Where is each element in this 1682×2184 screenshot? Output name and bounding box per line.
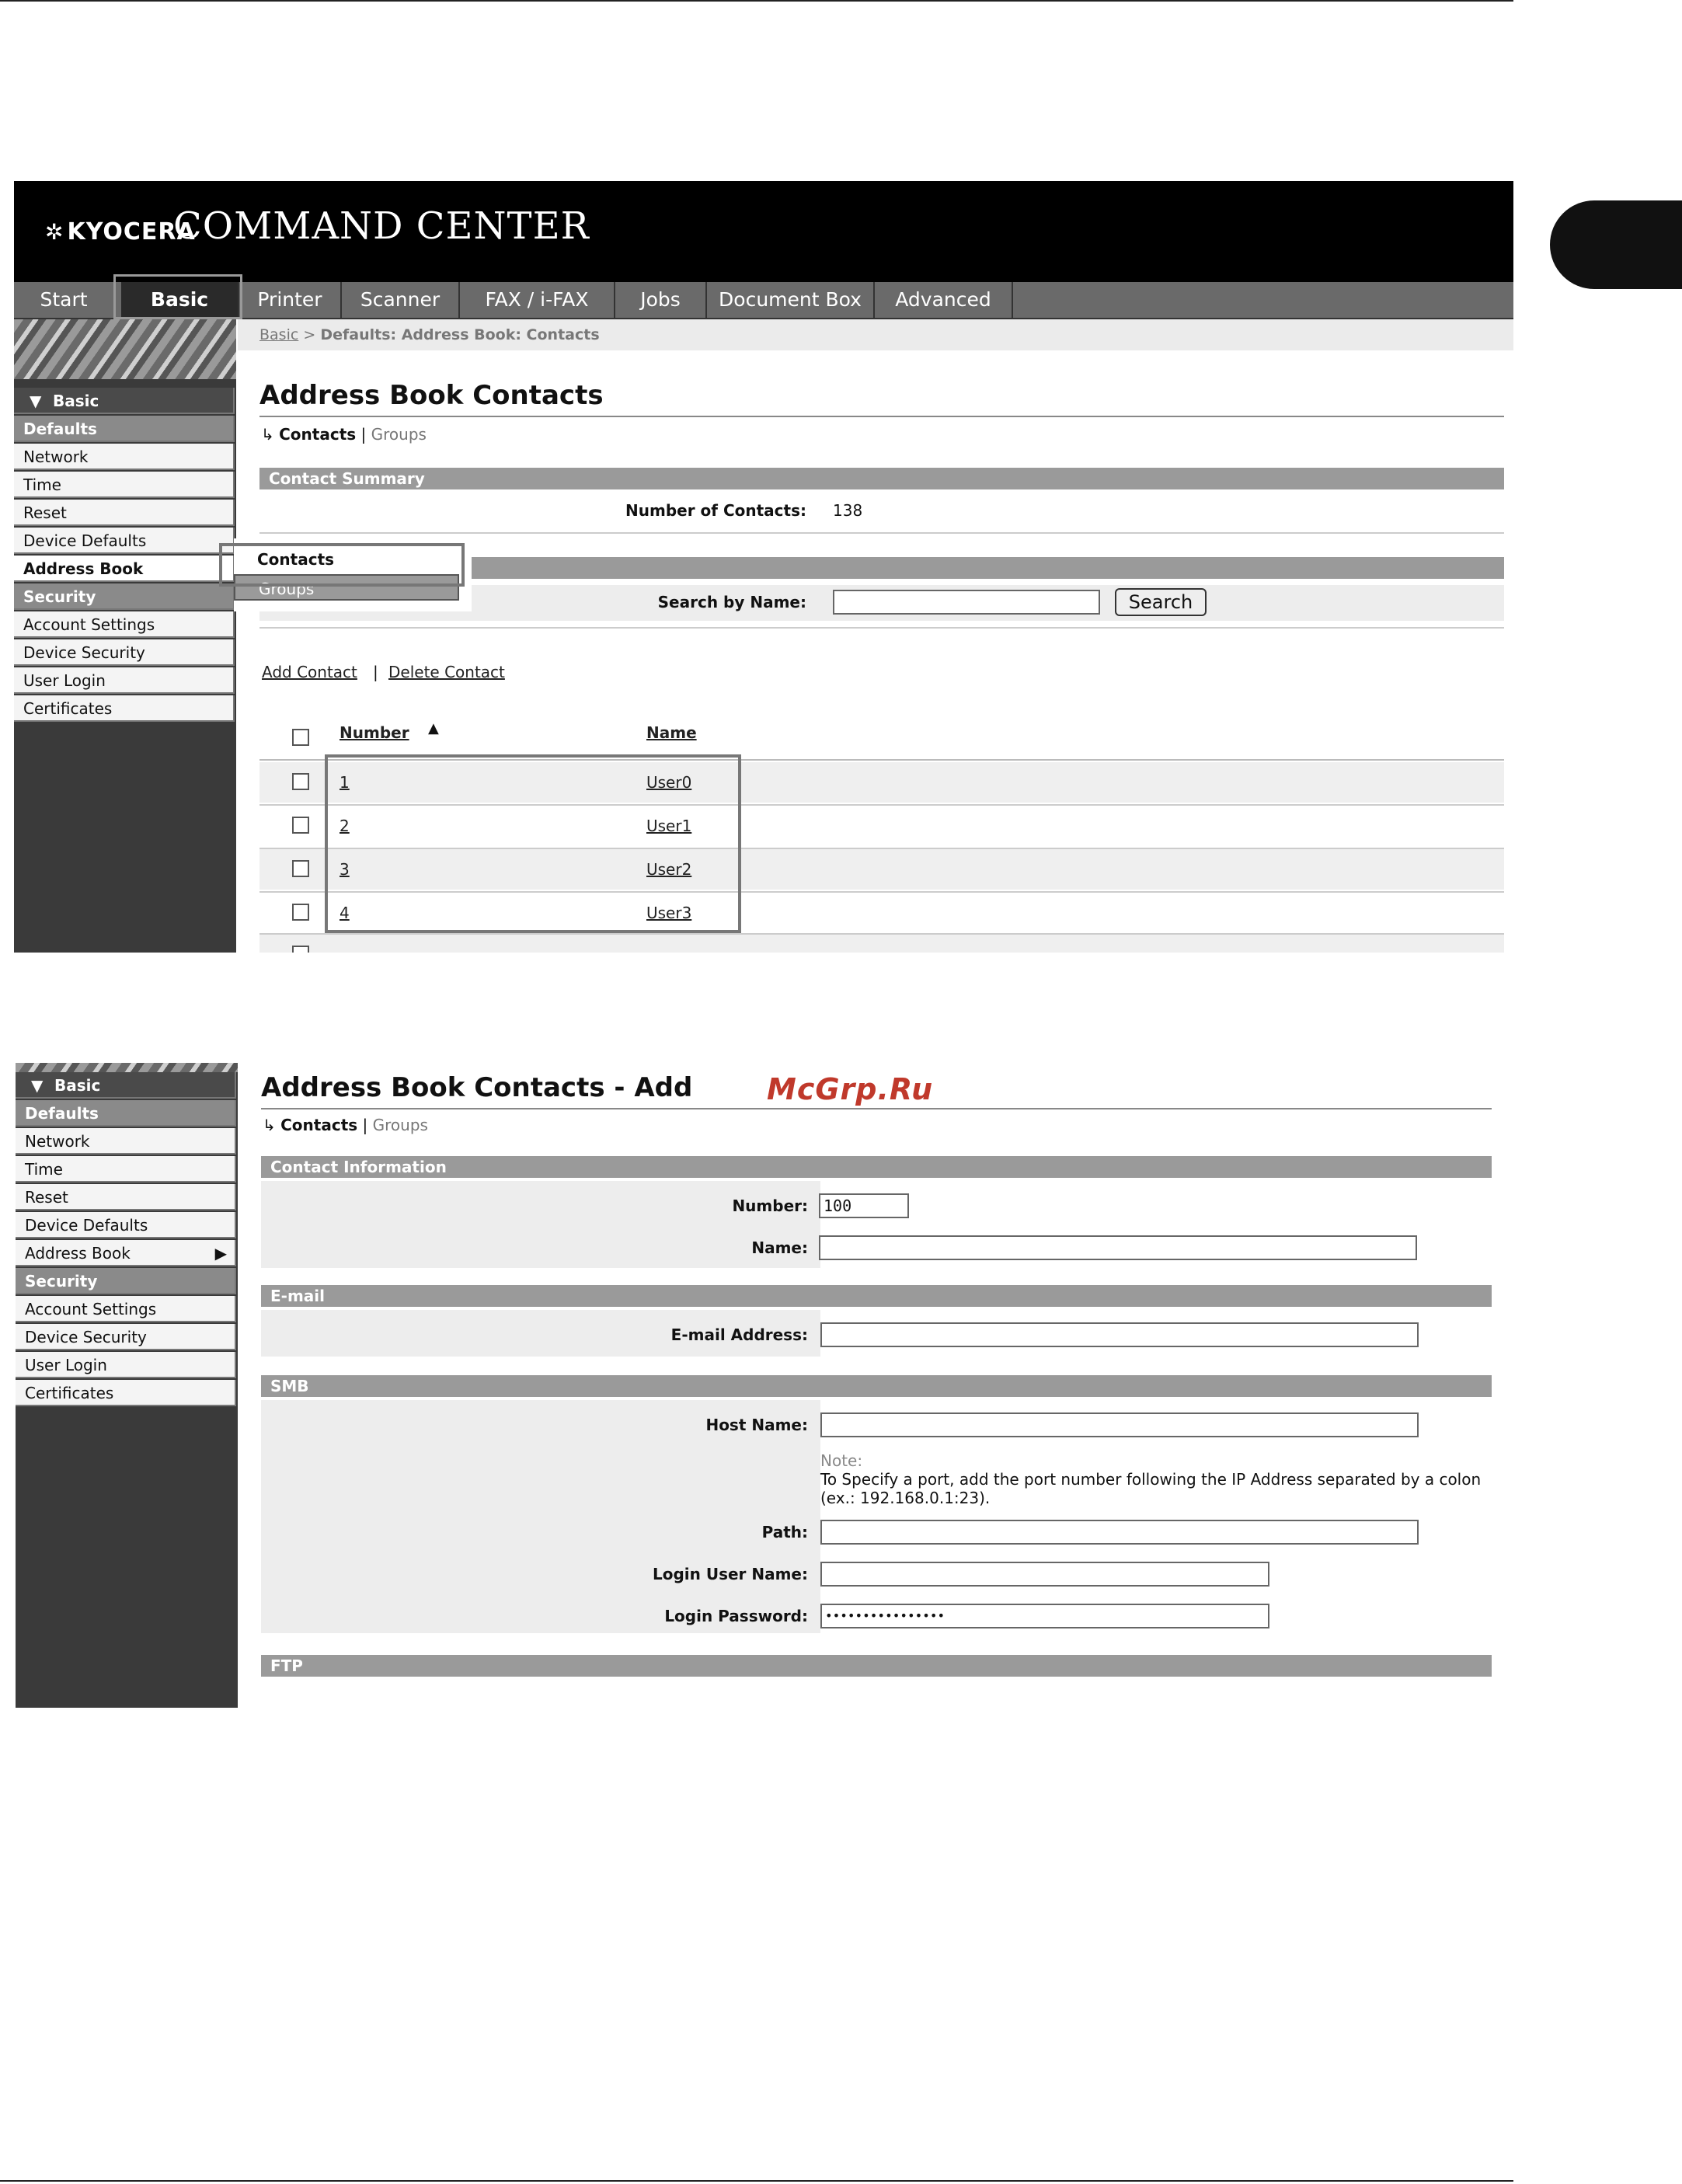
row-name-link[interactable]: User0 xyxy=(646,773,692,792)
contact-summary-header: Contact Summary xyxy=(259,468,1504,489)
sort-asc-icon[interactable]: ▲ xyxy=(428,720,439,737)
sidebar-top-basic[interactable]: ▼ Basic xyxy=(14,388,235,414)
row-number-link[interactable]: 1 xyxy=(340,773,350,792)
contacts-menu-highlight xyxy=(219,543,465,587)
page-bottom-rule xyxy=(0,2180,1513,2182)
tab-fax[interactable]: FAX / i-FAX xyxy=(460,282,615,318)
search-input[interactable] xyxy=(833,590,1100,615)
delete-contact-link[interactable]: Delete Contact xyxy=(388,663,505,681)
tab-basic[interactable]: Basic xyxy=(121,282,239,318)
chapter-tab-marker xyxy=(1550,200,1682,289)
name-column-header[interactable]: Name xyxy=(646,723,697,742)
row-checkbox[interactable] xyxy=(292,860,309,877)
subnav-groups[interactable]: Groups xyxy=(372,1116,428,1134)
rows-highlight xyxy=(325,754,741,933)
row-name-link[interactable]: User1 xyxy=(646,817,692,835)
breadcrumb-root-link[interactable]: Basic xyxy=(259,326,299,343)
sidebar-photo xyxy=(14,319,236,379)
email-address-label: E-mail Address: xyxy=(670,1325,808,1344)
tab-scanner[interactable]: Scanner xyxy=(342,282,460,318)
breadcrumb-current: Defaults: Address Book: Contacts xyxy=(320,326,600,343)
select-all-checkbox[interactable] xyxy=(292,729,309,746)
name-label: Name: xyxy=(751,1238,808,1257)
subnav-arrow-icon: ↳ xyxy=(263,1116,276,1134)
number-label: Number: xyxy=(732,1196,808,1215)
sidebar-item-account-settings[interactable]: Account Settings xyxy=(14,611,235,638)
sidebar-item-certificates[interactable]: Certificates xyxy=(14,695,235,722)
login-password-label: Login Password: xyxy=(664,1607,808,1625)
number-input[interactable]: 100 xyxy=(819,1193,909,1218)
table-row-band xyxy=(259,935,1504,953)
tab-advanced[interactable]: Advanced xyxy=(875,282,1013,318)
login-user-name-input[interactable] xyxy=(820,1562,1269,1587)
smb-header: SMB xyxy=(261,1375,1492,1397)
title-rule xyxy=(259,416,1504,417)
contacts-screenshot xyxy=(14,181,1513,953)
sidebar-item-device-defaults[interactable]: Device Defaults xyxy=(16,1212,236,1238)
sidebar-head-security[interactable]: Security xyxy=(14,583,235,610)
port-note xyxy=(820,1451,1495,1507)
sidebar-2 xyxy=(16,1063,238,1708)
tab-document-box[interactable]: Document Box xyxy=(707,282,875,318)
number-of-contacts-value: 138 xyxy=(833,501,863,520)
row-checkbox[interactable] xyxy=(292,773,309,790)
sidebar-item-device-defaults[interactable]: Device Defaults xyxy=(14,528,235,554)
title-rule xyxy=(261,1108,1492,1109)
email-address-input[interactable] xyxy=(820,1322,1419,1347)
sidebar-head-defaults[interactable]: Defaults xyxy=(14,416,235,442)
sidebar-item-device-security[interactable]: Device Security xyxy=(14,639,235,666)
sidebar-item-user-login[interactable]: User Login xyxy=(14,667,235,694)
ftp-header: FTP xyxy=(261,1655,1492,1677)
tab-jobs[interactable]: Jobs xyxy=(615,282,707,318)
login-password-input[interactable]: •••••••••••••••• xyxy=(820,1604,1269,1628)
sidebar-item-device-security[interactable]: Device Security xyxy=(16,1324,236,1350)
contact-information-header: Contact Information xyxy=(261,1156,1492,1178)
add-contact-link[interactable]: Add Contact xyxy=(262,663,357,681)
sidebar-item-certificates[interactable]: Certificates xyxy=(16,1380,236,1406)
kyocera-mark-icon: ✲ xyxy=(45,219,64,245)
search-button[interactable]: Search xyxy=(1115,588,1207,616)
add-subnav: ↳ Contacts | Groups xyxy=(263,1116,428,1134)
triangle-down-icon: ▼ xyxy=(30,392,42,410)
subnav-arrow-icon: ↳ xyxy=(261,425,274,444)
tab-printer[interactable]: Printer xyxy=(239,282,342,318)
number-of-contacts-label: Number of Contacts: xyxy=(625,501,806,520)
row-name-link[interactable]: User2 xyxy=(646,860,692,879)
sidebar xyxy=(14,319,236,953)
sidebar-item-user-login[interactable]: User Login xyxy=(16,1352,236,1378)
breadcrumb: Basic > Defaults: Address Book: Contacts xyxy=(259,326,600,343)
page-title: Address Book Contacts xyxy=(259,380,604,411)
sidebar-item-address-book[interactable]: Address Book xyxy=(14,556,235,582)
search-rule xyxy=(259,627,1504,629)
basic-tab-highlight xyxy=(113,274,242,319)
sidebar-head-defaults[interactable]: Defaults xyxy=(16,1100,236,1127)
subnav-contacts[interactable]: Contacts xyxy=(279,425,357,444)
app-header xyxy=(14,181,1513,282)
triangle-right-icon: ▶ xyxy=(214,1244,227,1263)
email-header: E-mail xyxy=(261,1285,1492,1307)
page-top-rule xyxy=(0,0,1513,2)
app-title: COMMAND CENTER xyxy=(173,204,590,248)
sidebar-item-account-settings[interactable]: Account Settings xyxy=(16,1296,236,1322)
sidebar-item-time[interactable]: Time xyxy=(16,1156,236,1183)
subnav-contacts[interactable]: Contacts xyxy=(280,1116,358,1134)
row-checkbox[interactable] xyxy=(292,946,309,953)
note-text: To Specify a port, add the port number following the IP Address separated by a colon (ex.: 192.168.0.1:23). xyxy=(820,1470,1482,1507)
sidebar-head-security[interactable]: Security xyxy=(16,1268,236,1294)
row-checkbox[interactable] xyxy=(292,817,309,834)
host-name-input[interactable] xyxy=(820,1412,1419,1437)
row-checkbox[interactable] xyxy=(292,904,309,921)
tab-start[interactable]: Start xyxy=(14,282,115,318)
page-title: Address Book Contacts - Add xyxy=(261,1072,693,1103)
sidebar-item-network[interactable]: Network xyxy=(16,1128,236,1155)
submenu-groups[interactable]: Groups xyxy=(234,574,459,601)
link-separator: | xyxy=(373,663,378,681)
login-user-name-label: Login User Name: xyxy=(652,1565,808,1583)
path-input[interactable] xyxy=(820,1520,1419,1545)
number-column-header[interactable]: Number xyxy=(340,723,409,742)
row-number-link[interactable]: 4 xyxy=(340,904,350,922)
triangle-down-icon: ▼ xyxy=(31,1076,44,1095)
row-number-link[interactable]: 2 xyxy=(340,817,350,835)
host-name-label: Host Name: xyxy=(705,1416,808,1434)
sidebar-item-reset[interactable]: Reset xyxy=(14,500,235,526)
sidebar-item-reset[interactable]: Reset xyxy=(16,1184,236,1210)
sidebar-item-network[interactable]: Network xyxy=(14,444,235,470)
contacts-subnav: ↳ Contacts | Groups xyxy=(261,425,427,444)
sidebar-top-basic[interactable]: ▼ Basic xyxy=(16,1072,236,1099)
sidebar-photo xyxy=(16,1063,238,1072)
note-label: Note: xyxy=(820,1451,863,1470)
search-by-name-label: Search by Name: xyxy=(657,593,806,611)
smb-panel xyxy=(261,1400,820,1633)
summary-rule xyxy=(259,532,1504,534)
name-input[interactable] xyxy=(819,1235,1417,1260)
subnav-groups[interactable]: Groups xyxy=(371,425,427,444)
row-number-link[interactable]: 3 xyxy=(340,860,350,879)
watermark-text: McGrp.Ru xyxy=(767,1072,934,1106)
sidebar-item-time[interactable]: Time xyxy=(14,472,235,498)
path-label: Path: xyxy=(761,1523,808,1541)
kyocera-logo: ✲ KYOCERA xyxy=(45,218,196,246)
row-name-link[interactable]: User3 xyxy=(646,904,692,922)
sidebar-item-address-book[interactable]: Address Book ▶ xyxy=(16,1240,236,1266)
add-contact-screenshot xyxy=(16,1063,1495,1708)
submenu-contacts[interactable]: Contacts xyxy=(257,550,335,569)
